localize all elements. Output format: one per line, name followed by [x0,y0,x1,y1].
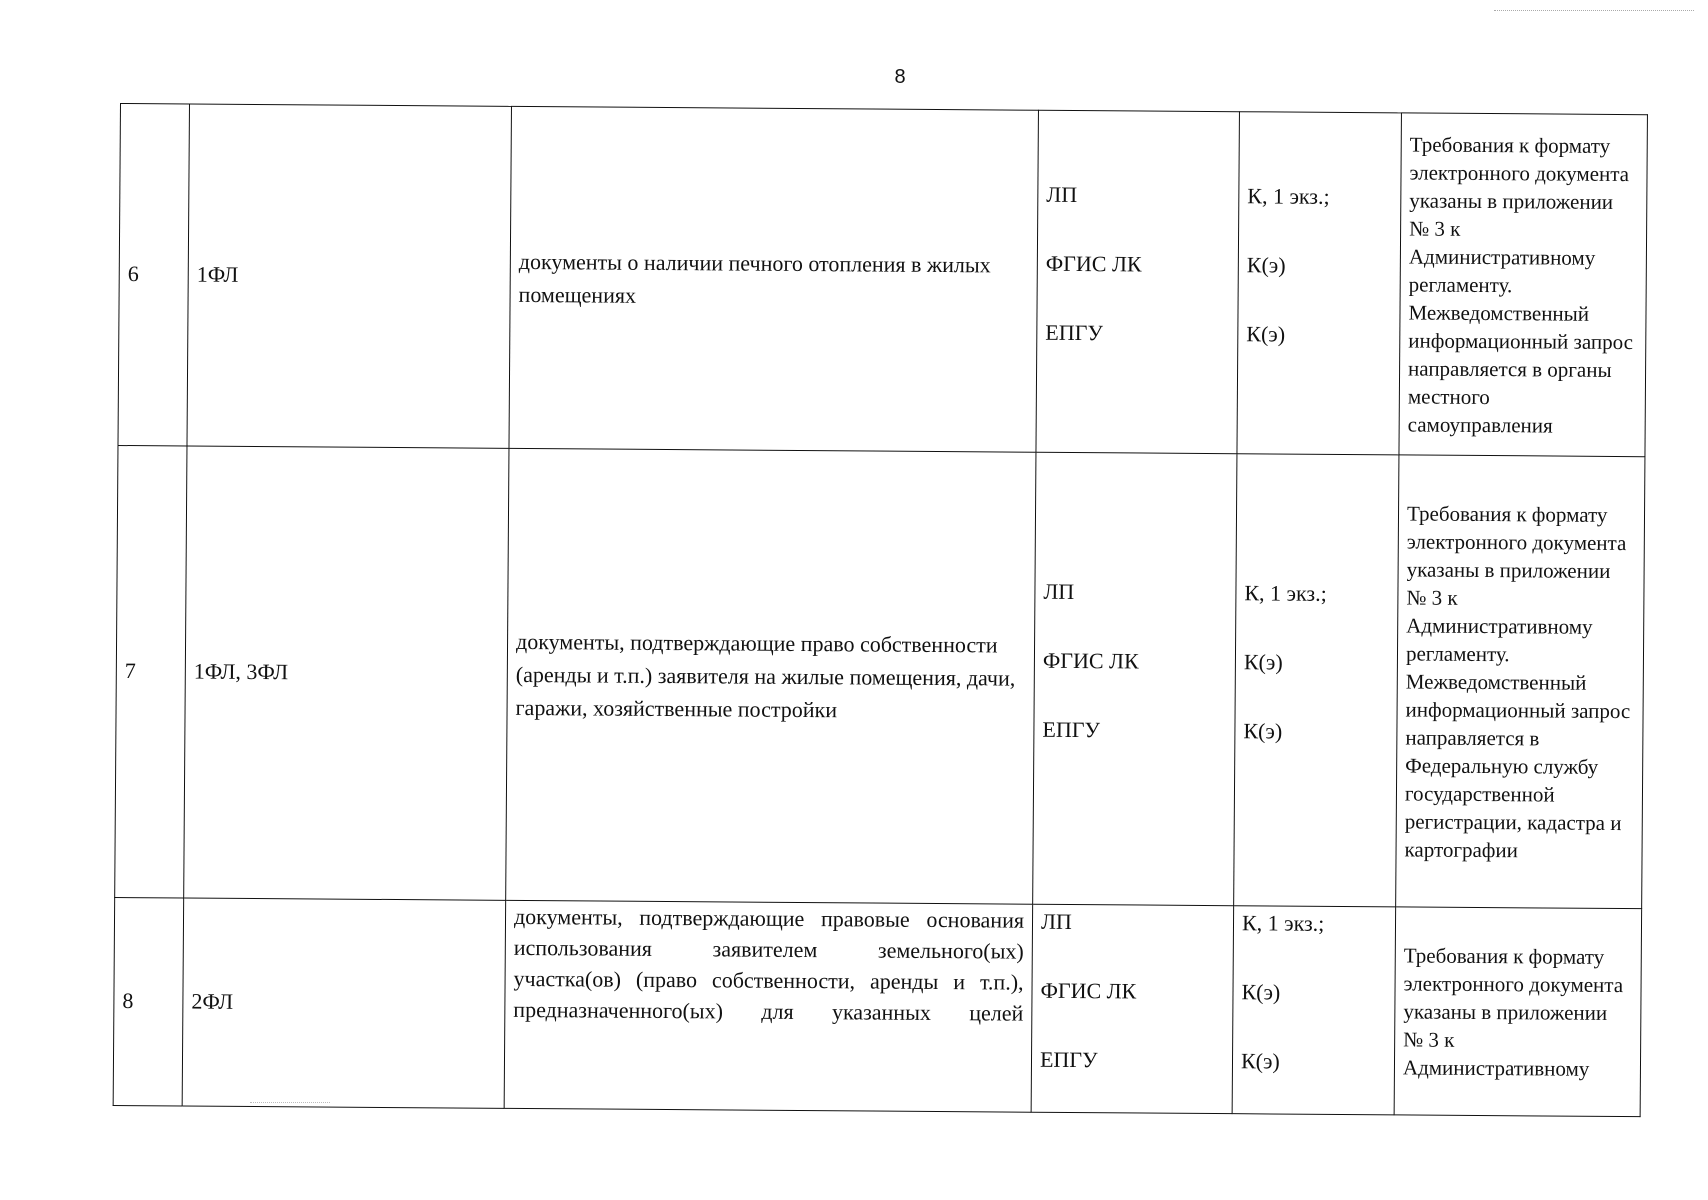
channel-item: ЛП [1043,578,1075,605]
row-number: 8 [113,897,184,1106]
requirements-note [1394,907,1642,1117]
document-name [504,900,1033,1112]
channel-item: ЛП [1046,181,1078,208]
channel-item: ФГИС ЛК [1042,647,1139,674]
document-forms [1232,906,1396,1115]
row-number: 7 [115,445,187,897]
requirements-note [1399,113,1648,457]
channel-item: ЕПГУ [1045,319,1104,346]
requirements-note [1396,455,1645,909]
form-item: К(э) [1241,979,1281,1005]
form-item: К(э) [1246,321,1286,347]
applicant-category: 1ФЛ, 3ФЛ [184,446,509,900]
channel-item: ЛП [1040,908,1072,934]
documents-table [113,103,1648,1117]
form-item: К(э) [1240,1048,1280,1074]
channel-item: ФГИС ЛК [1045,250,1142,277]
scan-artifact [1494,10,1694,12]
channel-item: ЕПГУ [1042,716,1101,743]
form-item: К(э) [1246,252,1286,278]
applicant-category: 1ФЛ [187,104,511,448]
document-forms [1237,112,1402,455]
table-row [113,897,1641,1116]
form-item: К, 1 экз.; [1247,183,1330,209]
submission-channels [1031,904,1234,1113]
form-item: К(э) [1243,649,1283,675]
form-item: К(э) [1243,718,1283,744]
form-item: К, 1 экз.; [1244,580,1327,606]
channel-item: ФГИС ЛК [1040,977,1137,1004]
note-text: Требования к формату электронного документа указаны в приложении № 3 к Административному регламенту. Межведомственный информационный запрос направляется в Федеральную службу государственной регистрации, кадастра и картографии [1404,500,1631,862]
document-text: документы, подтверждающие право собственности (аренды и т.п.) заявителя на жилые помещения, дачи, гаражи, хозяйственные постройки [515,628,1016,723]
row-number: 6 [118,104,190,446]
document-text: документы о наличии печного отопления в жилых помещениях [518,248,991,308]
note-text: Требования к формату электронного документа указаны в приложении № 3 к Административному регламенту. Межведомственный информационный запрос направляется в органы местного самоуправления [1407,131,1634,438]
note-text: Требования к формату электронного документа указаны в приложении № 3 к Административному [1402,942,1624,1081]
applicant-category: 2ФЛ [182,898,506,1108]
page-number: 8 [894,66,906,88]
table-row [118,104,1647,457]
table-row [115,445,1645,908]
form-item: К, 1 экз.; [1241,910,1325,936]
channel-item: ЕПГУ [1039,1046,1098,1073]
document-name [506,448,1036,904]
document-text: документы, подтверждающие правовые основания использования заявителем земельного(ых) участка(ов) (право собственности, аренды и т.п.), предназначенного(ых) для указанных целей [513,903,1025,1026]
submission-channels [1036,110,1240,453]
document-name [509,106,1038,452]
submission-channels [1033,452,1237,905]
document-forms [1234,454,1399,907]
